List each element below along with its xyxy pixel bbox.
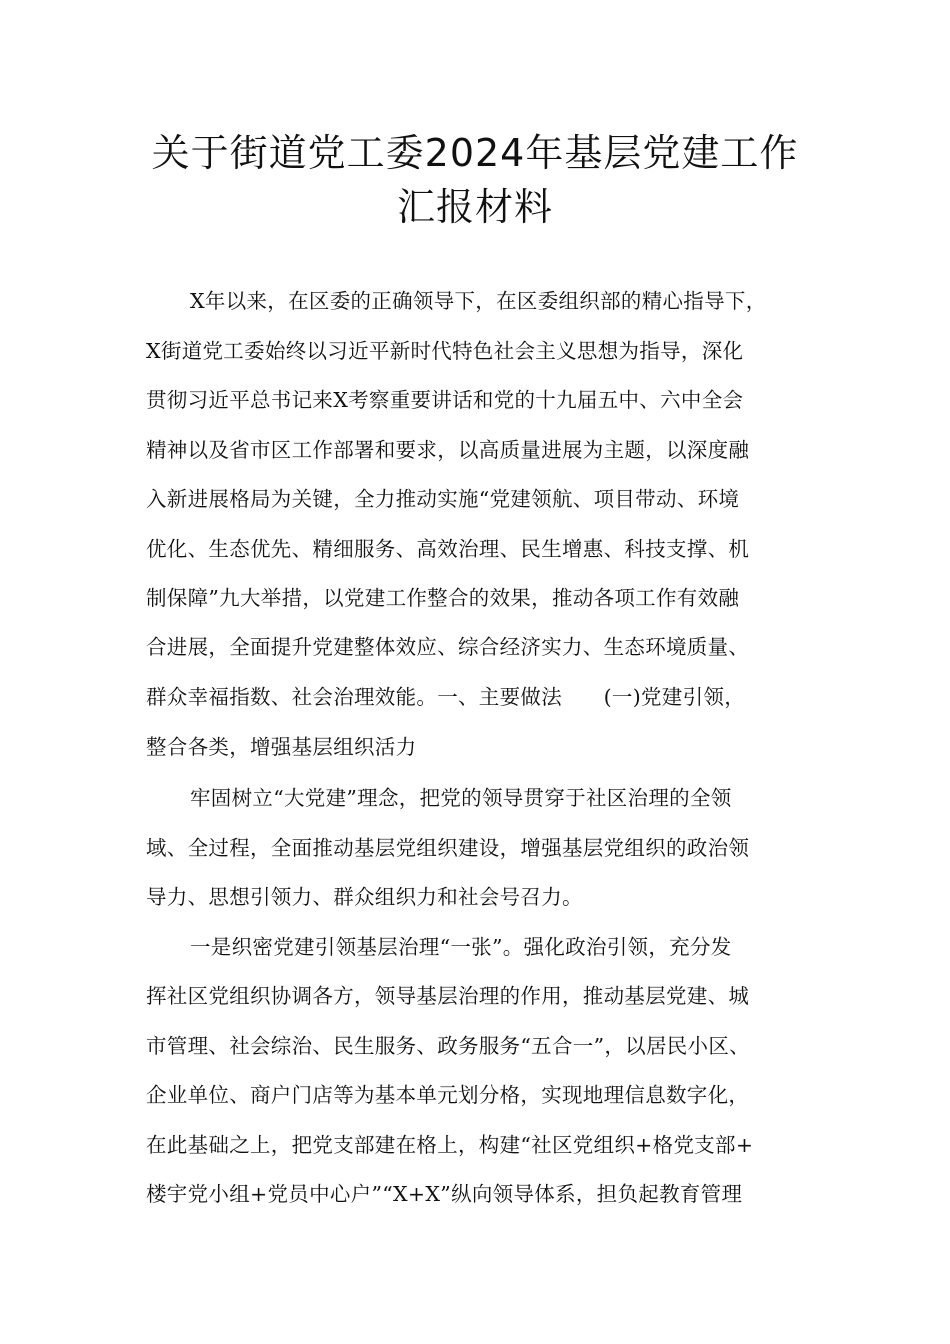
paragraph-line: 挥社区党组织协调各方，领导基层治理的作用，推动基层党建、城 — [146, 984, 750, 1008]
paragraph-line: 制保障”九大举措，以党建工作整合的效果，推动各项工作有效融 — [146, 586, 740, 610]
paragraph-line: 在此基础之上，把党支部建在格上，构建“社区党组织+格党支部+ — [146, 1133, 754, 1157]
paragraph-line: 域、全过程，全面推动基层党组织建设，增强基层党组织的政治领 — [146, 836, 750, 860]
document-title-line-2: 汇报材料 — [396, 185, 553, 229]
paragraph-line: 一是织密党建引领基层治理“一张”。强化政治引领，充分发 — [190, 935, 732, 959]
paragraph-line: 群众幸福指数、社会治理效能。一、主要做法 (一)党建引领， — [146, 685, 745, 709]
paragraph-line: 企业单位、商户门店等为基本单元划分格，实现地理信息数字化， — [146, 1083, 750, 1107]
paragraph-line: X街道党工委始终以习近平新时代特色社会主义思想为指导，深化 — [146, 339, 744, 363]
paragraph-line: 整合各类，增强基层组织活力 — [146, 735, 417, 759]
document-title-line-1: 关于街道党工委2024年基层党建工作 — [151, 131, 799, 175]
paragraph-line: 合进展，全面提升党建整体效应、综合经济实力、生态环境质量、 — [146, 635, 750, 659]
paragraph-line: 贯彻习近平总书记来X考察重要讲话和党的十九届五中、六中全会 — [146, 388, 744, 412]
paragraph-line: 市管理、社会综治、民生服务、政务服务“五合一”，以居民小区、 — [146, 1034, 750, 1058]
paragraph-line: X年以来，在区委的正确领导下，在区委组织部的精心指导下， — [190, 289, 767, 313]
paragraph-line: 楼宇党小组+党员中心户”“X+X”纵向领导体系，担负起教育管理 — [146, 1182, 743, 1206]
paragraph-line: 牢固树立“大党建”理念，把党的领导贯穿于社区治理的全领 — [190, 786, 732, 810]
paragraph-line: 精神以及省市区工作部署和要求，以高质量进展为主题，以深度融 — [146, 438, 750, 462]
paragraph-line: 优化、生态优先、精细服务、高效治理、民生增惠、科技支撑、机 — [146, 537, 750, 561]
paragraph-line: 入新进展格局为关键，全力推动实施“党建领航、项目带动、环境 — [146, 487, 740, 511]
paragraph-line: 导力、思想引领力、群众组织力和社会号召力。 — [146, 885, 583, 909]
